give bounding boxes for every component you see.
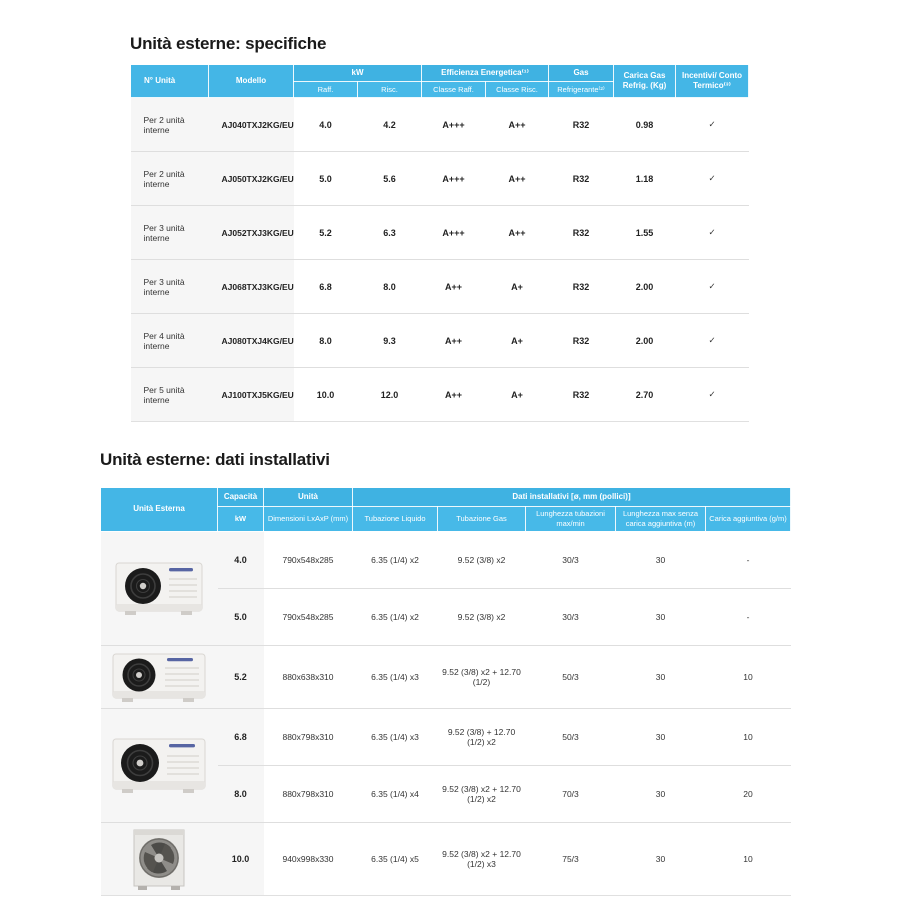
cell-lunghezza-tubazioni: 75/3 (526, 822, 616, 895)
cell-dimensioni: 940x998x330 (264, 822, 353, 895)
cell-gas: R32 (549, 98, 614, 152)
cell-n-unita: Per 3 unità interne (131, 260, 209, 314)
cell-kw-risc: 9.3 (358, 314, 422, 368)
header-lunghezza-tubazioni: Lunghezza tubazioni max/min (526, 507, 616, 532)
cell-gas: R32 (549, 314, 614, 368)
cell-carica-aggiuntiva: 10 (706, 645, 791, 708)
cell-modello: AJ040TXJ2KG/EU (209, 98, 294, 152)
cell-lunghezza-max: 30 (616, 645, 706, 708)
table-row (131, 206, 749, 260)
cell-classe-risc: A++ (486, 206, 549, 260)
cell-capacita: 5.2 (218, 645, 264, 708)
header-dimensioni: Dimensioni LxAxP (mm) (264, 507, 353, 532)
table-row (101, 531, 791, 588)
table-row (131, 314, 749, 368)
cell-lunghezza-max: 30 (616, 588, 706, 645)
cell-tubazione-liquido: 6.35 (1/4) x2 (353, 531, 438, 588)
cell-n-unita: Per 4 unità interne (131, 314, 209, 368)
cell-n-unita: Per 2 unità interne (131, 98, 209, 152)
cell-dimensioni: 790x548x285 (264, 588, 353, 645)
header-kw: kW (218, 507, 264, 532)
header-raff: Raff. (294, 82, 358, 98)
checkmark: ✓ (676, 260, 749, 314)
outdoor-unit-image (101, 822, 218, 895)
cell-dimensioni: 880x798x310 (264, 708, 353, 765)
cell-kw-raff: 6.8 (294, 260, 358, 314)
cell-lunghezza-tubazioni: 50/3 (526, 708, 616, 765)
install-section (100, 449, 790, 896)
cell-lunghezza-tubazioni: 30/3 (526, 588, 616, 645)
cell-modello: AJ100TXJ5KG/EU (209, 368, 294, 422)
cell-tubazione-liquido: 6.35 (1/4) x5 (353, 822, 438, 895)
cell-carica-aggiuntiva: - (706, 531, 791, 588)
table-row (101, 822, 791, 895)
cell-classe-risc: A+ (486, 314, 549, 368)
cell-tubazione-gas: 9.52 (3/8) x2 (438, 531, 526, 588)
cell-lunghezza-max: 30 (616, 765, 706, 822)
checkmark: ✓ (676, 368, 749, 422)
cell-carica: 2.00 (614, 314, 676, 368)
outdoor-unit-image (101, 645, 218, 708)
cell-kw-raff: 4.0 (294, 98, 358, 152)
install-table (100, 487, 791, 896)
cell-tubazione-gas: 9.52 (3/8) x2 + 12.70 (1/2) x3 (438, 822, 526, 895)
cell-dimensioni: 880x798x310 (264, 765, 353, 822)
cell-dimensioni: 880x638x310 (264, 645, 353, 708)
cell-lunghezza-tubazioni: 30/3 (526, 531, 616, 588)
cell-carica-aggiuntiva: - (706, 588, 791, 645)
cell-dimensioni: 790x548x285 (264, 531, 353, 588)
cell-capacita: 4.0 (218, 531, 264, 588)
cell-classe-raff: A++ (422, 260, 486, 314)
table-row (131, 368, 749, 422)
header-risc: Risc. (358, 82, 422, 98)
cell-modello: AJ080TXJ4KG/EU (209, 314, 294, 368)
table-row (131, 98, 749, 152)
cell-carica: 2.70 (614, 368, 676, 422)
header-classe-raff: Classe Raff. (422, 82, 486, 98)
header-group-efficienza: Efficienza Energetica⁽¹⁾ (422, 65, 549, 82)
cell-gas: R32 (549, 260, 614, 314)
cell-modello: AJ068TXJ3KG/EU (209, 260, 294, 314)
cell-lunghezza-tubazioni: 50/3 (526, 645, 616, 708)
cell-kw-risc: 8.0 (358, 260, 422, 314)
cell-kw-raff: 10.0 (294, 368, 358, 422)
cell-classe-raff: A++ (422, 314, 486, 368)
outdoor-unit-medium-icon (109, 649, 209, 705)
cell-carica: 1.55 (614, 206, 676, 260)
header-group-kw: kW (294, 65, 422, 82)
install-title: Unità esterne: dati installativi (100, 450, 330, 469)
header-carica-gas: Carica Gas Refrig. (Kg) (614, 65, 676, 98)
header-lunghezza-max: Lunghezza max senza carica aggiuntiva (m) (616, 507, 706, 532)
cell-n-unita: Per 5 unità interne (131, 368, 209, 422)
cell-n-unita: Per 2 unità interne (131, 152, 209, 206)
cell-capacita: 6.8 (218, 708, 264, 765)
header-unita: Unità (264, 488, 353, 507)
cell-carica-aggiuntiva: 20 (706, 765, 791, 822)
header-refrigerante: Refrigerante⁽²⁾ (549, 82, 614, 98)
cell-kw-risc: 6.3 (358, 206, 422, 260)
cell-classe-raff: A+++ (422, 152, 486, 206)
cell-gas: R32 (549, 152, 614, 206)
cell-kw-risc: 5.6 (358, 152, 422, 206)
outdoor-unit-small-icon (113, 557, 205, 619)
header-capacita: Capacità (218, 488, 264, 507)
cell-kw-raff: 5.2 (294, 206, 358, 260)
cell-carica: 2.00 (614, 260, 676, 314)
cell-capacita: 10.0 (218, 822, 264, 895)
cell-n-unita: Per 3 unità interne (131, 206, 209, 260)
cell-tubazione-gas: 9.52 (3/8) x2 (438, 588, 526, 645)
cell-carica: 1.18 (614, 152, 676, 206)
cell-tubazione-liquido: 6.35 (1/4) x4 (353, 765, 438, 822)
cell-classe-raff: A+++ (422, 98, 486, 152)
cell-tubazione-liquido: 6.35 (1/4) x2 (353, 588, 438, 645)
header-incentivi: Incentivi/ Conto Termico⁽³⁾ (676, 65, 749, 98)
cell-tubazione-gas: 9.52 (3/8) x2 + 12.70 (1/2) (438, 645, 526, 708)
cell-gas: R32 (549, 206, 614, 260)
header-classe-risc: Classe Risc. (486, 82, 549, 98)
cell-classe-raff: A++ (422, 368, 486, 422)
cell-carica-aggiuntiva: 10 (706, 708, 791, 765)
cell-kw-raff: 5.0 (294, 152, 358, 206)
header-carica-aggiuntiva: Carica aggiuntiva (g/m) (706, 507, 791, 532)
cell-classe-risc: A++ (486, 152, 549, 206)
table-row (101, 708, 791, 765)
outdoor-unit-large-icon (129, 826, 189, 892)
header-modello: Modello (209, 65, 294, 98)
checkmark: ✓ (676, 314, 749, 368)
checkmark: ✓ (676, 152, 749, 206)
specs-section (130, 33, 748, 422)
cell-tubazione-liquido: 6.35 (1/4) x3 (353, 708, 438, 765)
cell-capacita: 8.0 (218, 765, 264, 822)
cell-modello: AJ050TXJ2KG/EU (209, 152, 294, 206)
specs-title: Unità esterne: specifiche (130, 34, 327, 53)
cell-tubazione-gas: 9.52 (3/8) + 12.70 (1/2) x2 (438, 708, 526, 765)
cell-tubazione-gas: 9.52 (3/8) x2 + 12.70 (1/2) x2 (438, 765, 526, 822)
cell-kw-risc: 4.2 (358, 98, 422, 152)
cell-modello: AJ052TXJ3KG/EU (209, 206, 294, 260)
header-tubazione-liquido: Tubazione Liquido (353, 507, 438, 532)
table-row (131, 260, 749, 314)
cell-kw-raff: 8.0 (294, 314, 358, 368)
header-group-gas: Gas (549, 65, 614, 82)
cell-lunghezza-max: 30 (616, 531, 706, 588)
cell-classe-raff: A+++ (422, 206, 486, 260)
outdoor-unit-image (101, 708, 218, 822)
cell-classe-risc: A++ (486, 98, 549, 152)
cell-lunghezza-tubazioni: 70/3 (526, 765, 616, 822)
cell-kw-risc: 12.0 (358, 368, 422, 422)
cell-gas: R32 (549, 368, 614, 422)
table-row (131, 152, 749, 206)
header-tubazione-gas: Tubazione Gas (438, 507, 526, 532)
header-n-unita: N° Unità (131, 65, 209, 98)
outdoor-unit-medium-icon (109, 733, 209, 797)
checkmark: ✓ (676, 98, 749, 152)
cell-capacita: 5.0 (218, 588, 264, 645)
specs-table (130, 64, 749, 422)
outdoor-unit-image (101, 531, 218, 645)
cell-carica-aggiuntiva: 10 (706, 822, 791, 895)
cell-lunghezza-max: 30 (616, 822, 706, 895)
header-unita-esterna: Unità Esterna (101, 488, 218, 532)
cell-classe-risc: A+ (486, 368, 549, 422)
table-row (101, 645, 791, 708)
header-dati-installativi: Dati installativi [ø, mm (pollici)] (353, 488, 791, 507)
checkmark: ✓ (676, 206, 749, 260)
cell-tubazione-liquido: 6.35 (1/4) x3 (353, 645, 438, 708)
cell-classe-risc: A+ (486, 260, 549, 314)
cell-lunghezza-max: 30 (616, 708, 706, 765)
cell-carica: 0.98 (614, 98, 676, 152)
